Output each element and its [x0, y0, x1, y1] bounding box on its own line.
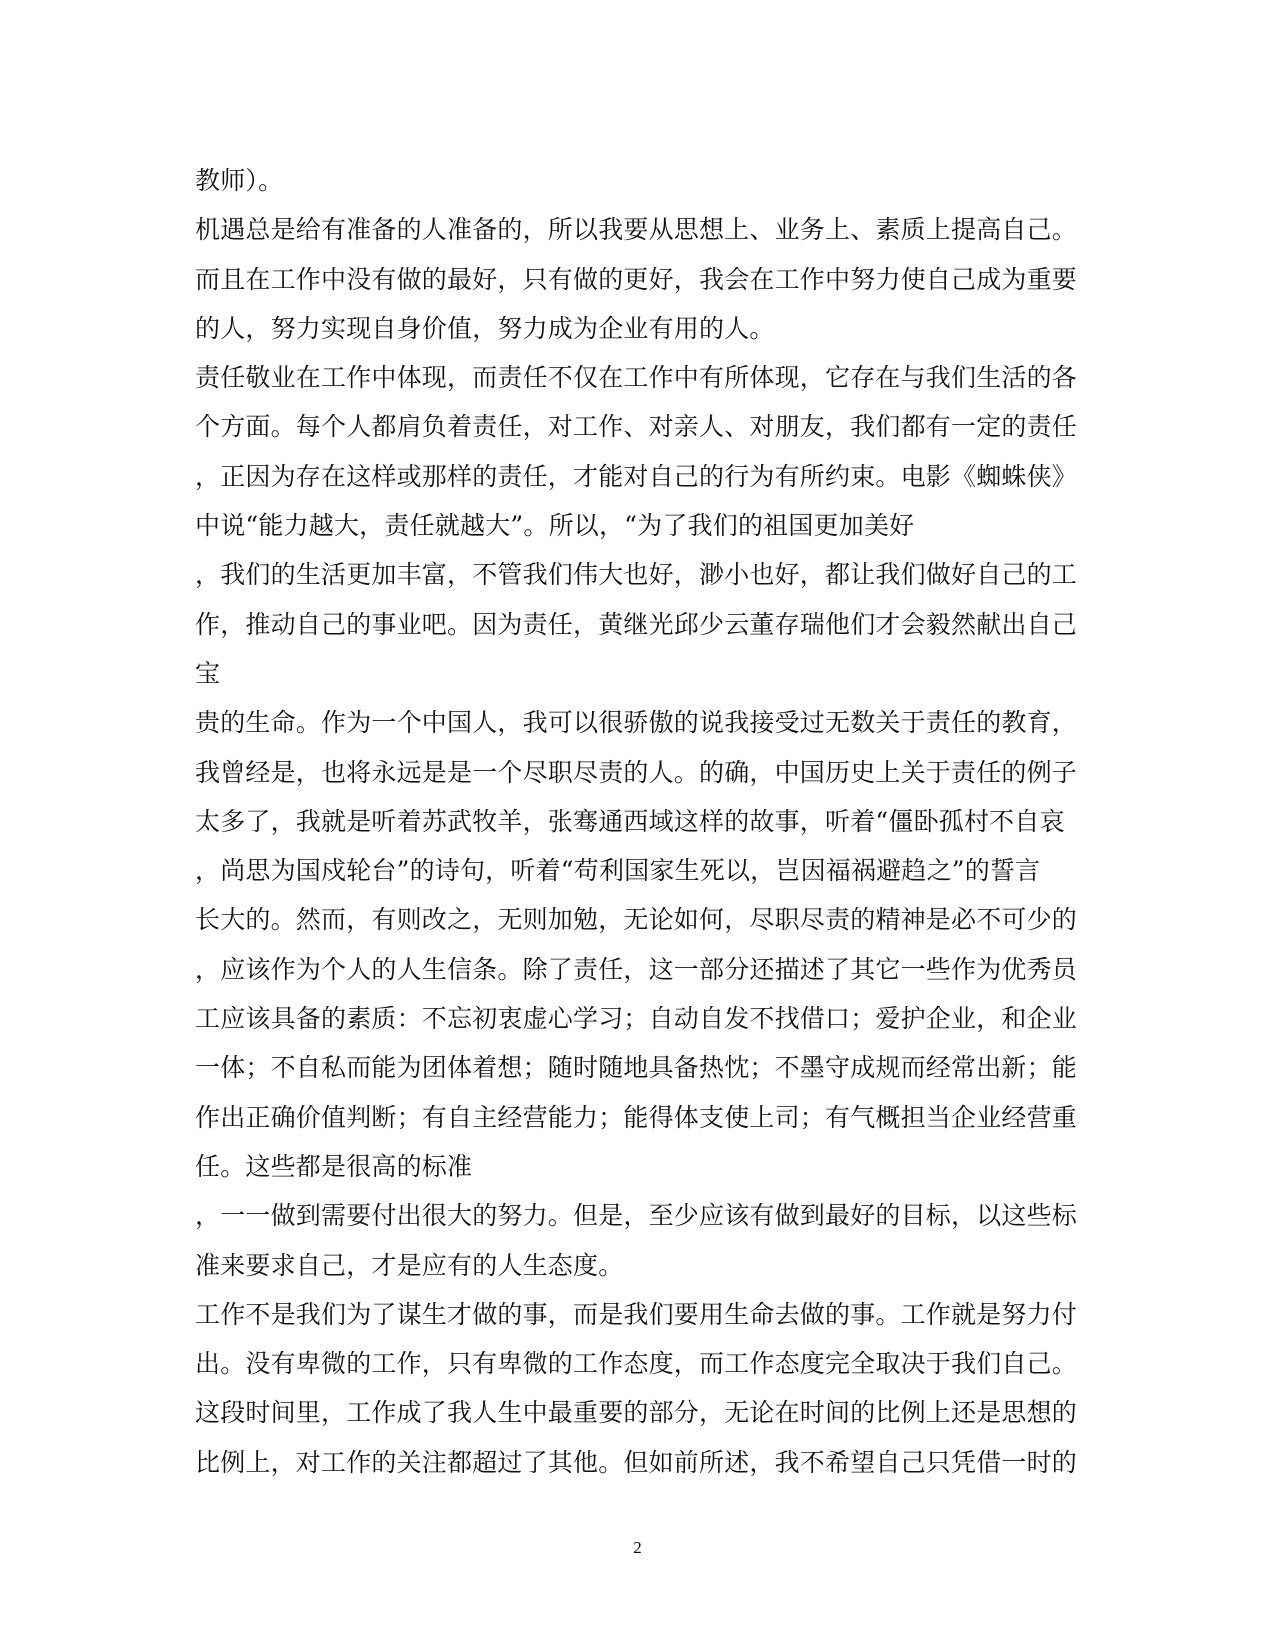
text-line: 教师）。: [195, 166, 284, 195]
text-line: 这段时间里，工作成了我人生中最重要的部分，无论在时间的比例上还是思想的: [195, 1398, 1078, 1428]
text-line: 我曾经是，也将永远是是一个尽职尽责的人。的确，中国历史上关于责任的例子: [195, 757, 1078, 787]
text-line: 任。这些都是很高的标准: [195, 1151, 473, 1181]
text-line: 太多了，我就是听着苏武牧羊，张骞通西域这样的故事，听着“僵卧孤村不自哀: [195, 806, 1065, 836]
text-line: 比例上，对工作的关注都超过了其他。但如前所述，我不希望自己只凭借一时的: [195, 1447, 1078, 1477]
text-line: 准来要求自己，才是应有的人生态度。: [195, 1250, 624, 1280]
text-line: 长大的。然而，有则改之，无则加勉，无论如何，尽职尽责的精神是必不可少的: [195, 905, 1078, 935]
text-line: 机遇总是给有准备的人准备的，所以我要从思想上、业务上、素质上提高自己。: [195, 215, 1078, 245]
text-line: 工作不是我们为了谋生才做的事，而是我们要用生命去做的事。工作就是努力付: [195, 1299, 1078, 1329]
text-line: ，一一做到需要付出很大的努力。但是，至少应该有做到最好的目标，以这些标: [195, 1201, 1078, 1231]
text-line: 出。没有卑微的工作，只有卑微的工作态度，而工作态度完全取决于我们自己。: [195, 1349, 1078, 1379]
text-line: 贵的生命。作为一个中国人，我可以很骄傲的说我接受过无数关于责任的教育，: [195, 708, 1078, 738]
text-line: ，尚思为国戍轮台”的诗句，听着“苟利国家生死以，岂因福祸避趋之”的誓言: [195, 856, 1041, 886]
page-number: 2: [633, 1538, 642, 1557]
body-text: [195, 156, 1078, 1487]
text-line: ，我们的生活更加丰富，不管我们伟大也好，渺小也好，都让我们做好自己的工: [195, 560, 1078, 590]
text-line: 责任敬业在工作中体现，而责任不仅在工作中有所体现，它存在与我们生活的各: [195, 363, 1078, 393]
text-line: 个方面。每个人都肩负着责任，对工作、对亲人、对朋友，我们都有一定的责任: [195, 412, 1078, 442]
text-line: ，正因为存在这样或那样的责任，才能对自己的行为有所约束。电影《蜘蛛侠》: [195, 461, 1078, 491]
text-line: 而且在工作中没有做的最好，只有做的更好，我会在工作中努力使自己成为重要: [195, 264, 1078, 294]
text-line: ，应该作为个人的人生信条。除了责任，这一部分还描述了其它一些作为优秀员: [195, 954, 1078, 984]
text-line: 的人，努力实现自身价值，努力成为企业有用的人。: [195, 313, 775, 343]
text-line: 宝: [195, 658, 221, 688]
text-line: 作出正确价值判断；有自主经营能力；能得体支使上司；有气概担当企业经营重: [195, 1102, 1078, 1132]
text-line: 一体；不自私而能为团体着想；随时随地具备热忱；不墨守成规而经常出新；能: [195, 1053, 1078, 1083]
text-line: 工应该具备的素质：不忘初衷虚心学习；自动自发不找借口；爱护企业，和企业: [195, 1004, 1078, 1034]
text-line: 中说“能力越大，责任就越大”。所以，“为了我们的祖国更加美好: [195, 511, 915, 541]
text-line: 作，推动自己的事业吧。因为责任，黄继光邱少云董存瑞他们才会毅然献出自己: [195, 609, 1078, 639]
